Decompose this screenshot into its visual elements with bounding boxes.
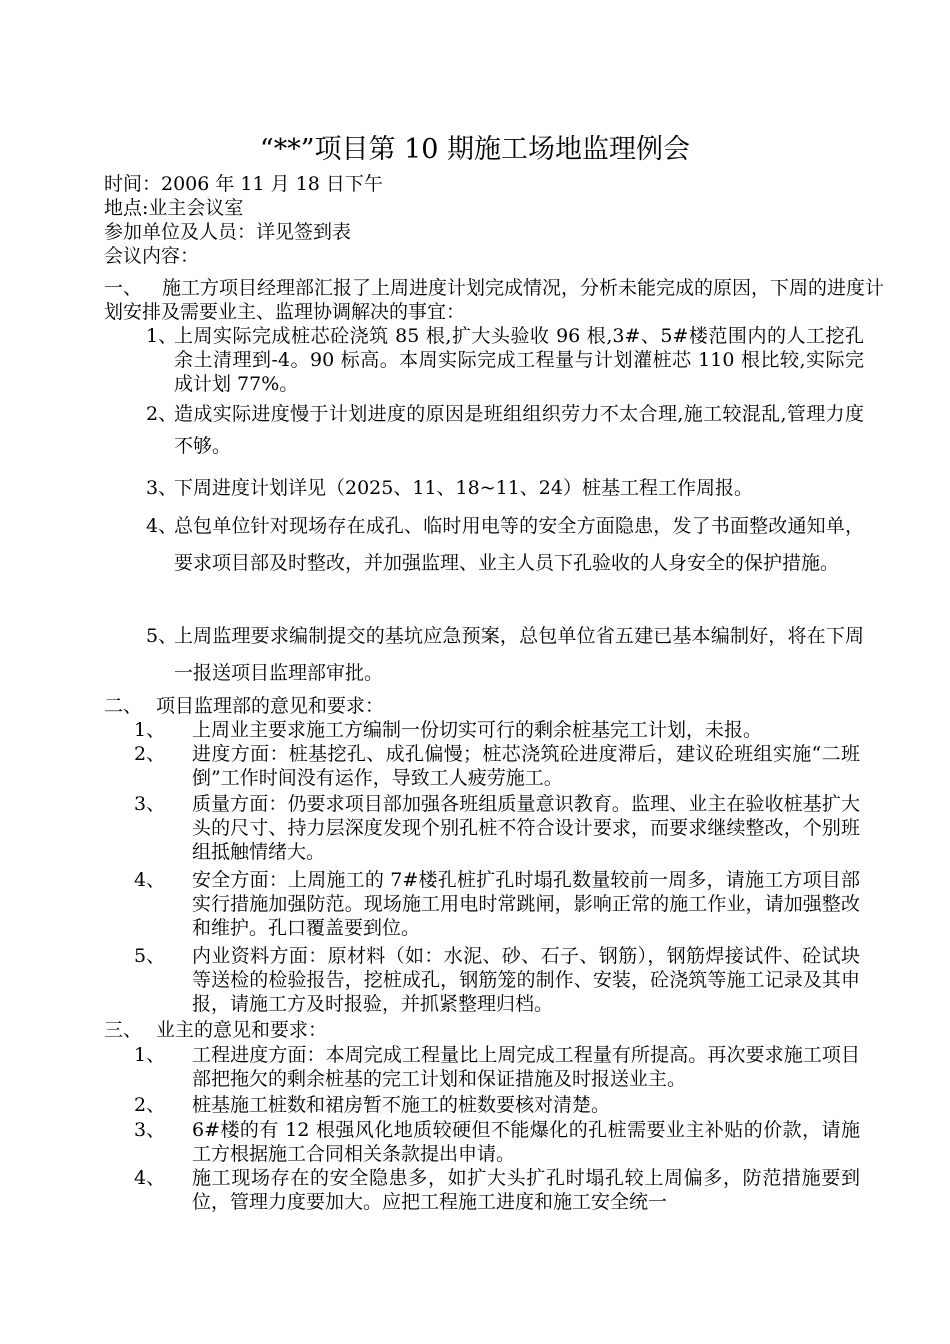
item-number: 2、 (134, 1094, 166, 1116)
meeting-meta (104, 172, 884, 268)
item-text: 施工现场存在的安全隐患多，如扩大头扩孔时塌孔较上周偏多，防范措施要到位，管理力度要加大。应把工程施工进度和施工安全统一 (192, 1167, 860, 1213)
item-text: 造成实际进度慢于计划进度的原因是班组组织劳力不太合理,施工较混乱,管理力度不够。 (174, 403, 864, 457)
item-number: 5、 (146, 625, 178, 647)
item-text: 桩基施工桩数和裙房暂不施工的桩数要核对清楚。 (192, 1094, 611, 1116)
item-number: 3、 (134, 1119, 166, 1141)
item-text: 进度方面：桩基挖孔、成孔偏慢；桩芯浇筑砼进度滞后，建议砼班组实施“二班倒”工作时间没有运作，导致工人疲劳施工。 (192, 743, 860, 789)
item-number: 4、 (134, 1167, 166, 1189)
item-number: 1、 (134, 719, 166, 741)
section-1-item (146, 618, 864, 692)
item-text: 上周监理要求编制提交的基坑应急预案，总包单位省五建已基本编制好，将在下周一报送项目监理部审批。 (174, 625, 864, 684)
section-2-heading-text: 项目监理部的意见和要求： (156, 695, 385, 717)
meeting-time: 时间：2006 年 11 月 18 日下午 (104, 173, 383, 195)
section-3-number: 三、 (104, 1019, 143, 1041)
item-number: 5、 (134, 945, 166, 967)
section-1-item (146, 398, 864, 462)
item-text: 安全方面：上周施工的 7#楼孔桩扩孔时塌孔数量较前一周多，请施工方项目部实行措施加强防范。现场施工用电时常跳闸，影响正常的施工作业，请加强整改和维护。孔口覆盖要到位。 (192, 869, 860, 939)
section-2-item (134, 944, 860, 1016)
section-3-item (134, 1043, 860, 1091)
section-2-item (134, 718, 860, 742)
item-number: 4、 (146, 515, 178, 537)
item-number: 3、 (146, 477, 178, 499)
section-3-heading-text: 业主的意见和要求： (156, 1019, 328, 1041)
section-3-item (134, 1093, 860, 1117)
item-number: 3、 (134, 793, 166, 815)
section-1-item (146, 324, 864, 396)
item-number: 4、 (134, 869, 166, 891)
item-text: 下周进度计划详见（2025、11、18~11、24）桩基工程工作周报。 (174, 477, 753, 499)
section-2-item (134, 792, 860, 864)
item-text: 上周实际完成桩芯砼浇筑 85 根,扩大头验收 96 根,3#、5#楼范围内的人工挖孔余土清理到-4。90 标高。本周实际完成工程量与计划灌桩芯 110 根比较,实际完成计划 77%。 (174, 325, 864, 395)
section-1-number: 一、 (104, 277, 143, 299)
section-2-number: 二、 (104, 695, 143, 717)
item-text: 6#楼的有 12 根强风化地质较硬但不能爆化的孔桩需要业主补贴的价款，请施工方根据施工合同相关条款提出申请。 (192, 1119, 860, 1165)
item-number: 2、 (134, 743, 166, 765)
meeting-place: 地点:业主会议室 (104, 197, 244, 219)
section-1-item (146, 472, 864, 504)
section-2-item (134, 742, 860, 790)
item-number: 2、 (146, 403, 178, 425)
section-1-intro-text: 施工方项目经理部汇报了上周进度计划完成情况，分析未能完成的原因，下周的进度计划安排及需要业主、监理协调解决的事宜： (104, 277, 885, 323)
section-3-heading (104, 1018, 894, 1042)
section-3-item (134, 1118, 860, 1166)
item-text: 总包单位针对现场存在成孔、临时用电等的安全方面隐患，发了书面整改通知单，要求项目部及时整改，并加强监理、业主人员下孔验收的人身安全的保护措施。 (174, 515, 864, 574)
item-text: 工程进度方面：本周完成工程量比上周完成工程量有所提高。再次要求施工项目部把拖欠的剩余桩基的完工计划和保证措施及时报送业主。 (192, 1044, 860, 1090)
item-text: 上周业主要求施工方编制一份切实可行的剩余桩基完工计划，未报。 (192, 719, 763, 741)
item-number: 1、 (146, 325, 178, 347)
section-3-item (134, 1166, 860, 1214)
item-number: 1、 (134, 1044, 166, 1066)
section-2-item (134, 868, 860, 940)
document-title: “**”项目第 10 期施工场地监理例会 (259, 134, 691, 165)
meeting-participants: 参加单位及人员：详见签到表 (104, 221, 352, 243)
section-1-intro (104, 276, 894, 324)
item-text: 内业资料方面：原材料（如：水泥、砂、石子、钢筋），钢筋焊接试件、砼试块等送检的检验报告，挖桩成孔，钢筋笼的制作、安装，砼浇筑等施工记录及其申报，请施工方及时报验，并抓紧整理归档。 (192, 945, 860, 1015)
section-2-heading (104, 694, 894, 718)
item-text: 质量方面：仍要求项目部加强各班组质量意识教育。监理、业主在验收桩基扩大头的尺寸、持力层深度发现个别孔桩不符合设计要求，而要求继续整改，个别班组抵触情绪大。 (192, 793, 860, 863)
meeting-content-label: 会议内容： (104, 245, 200, 267)
section-1-item (146, 508, 864, 582)
